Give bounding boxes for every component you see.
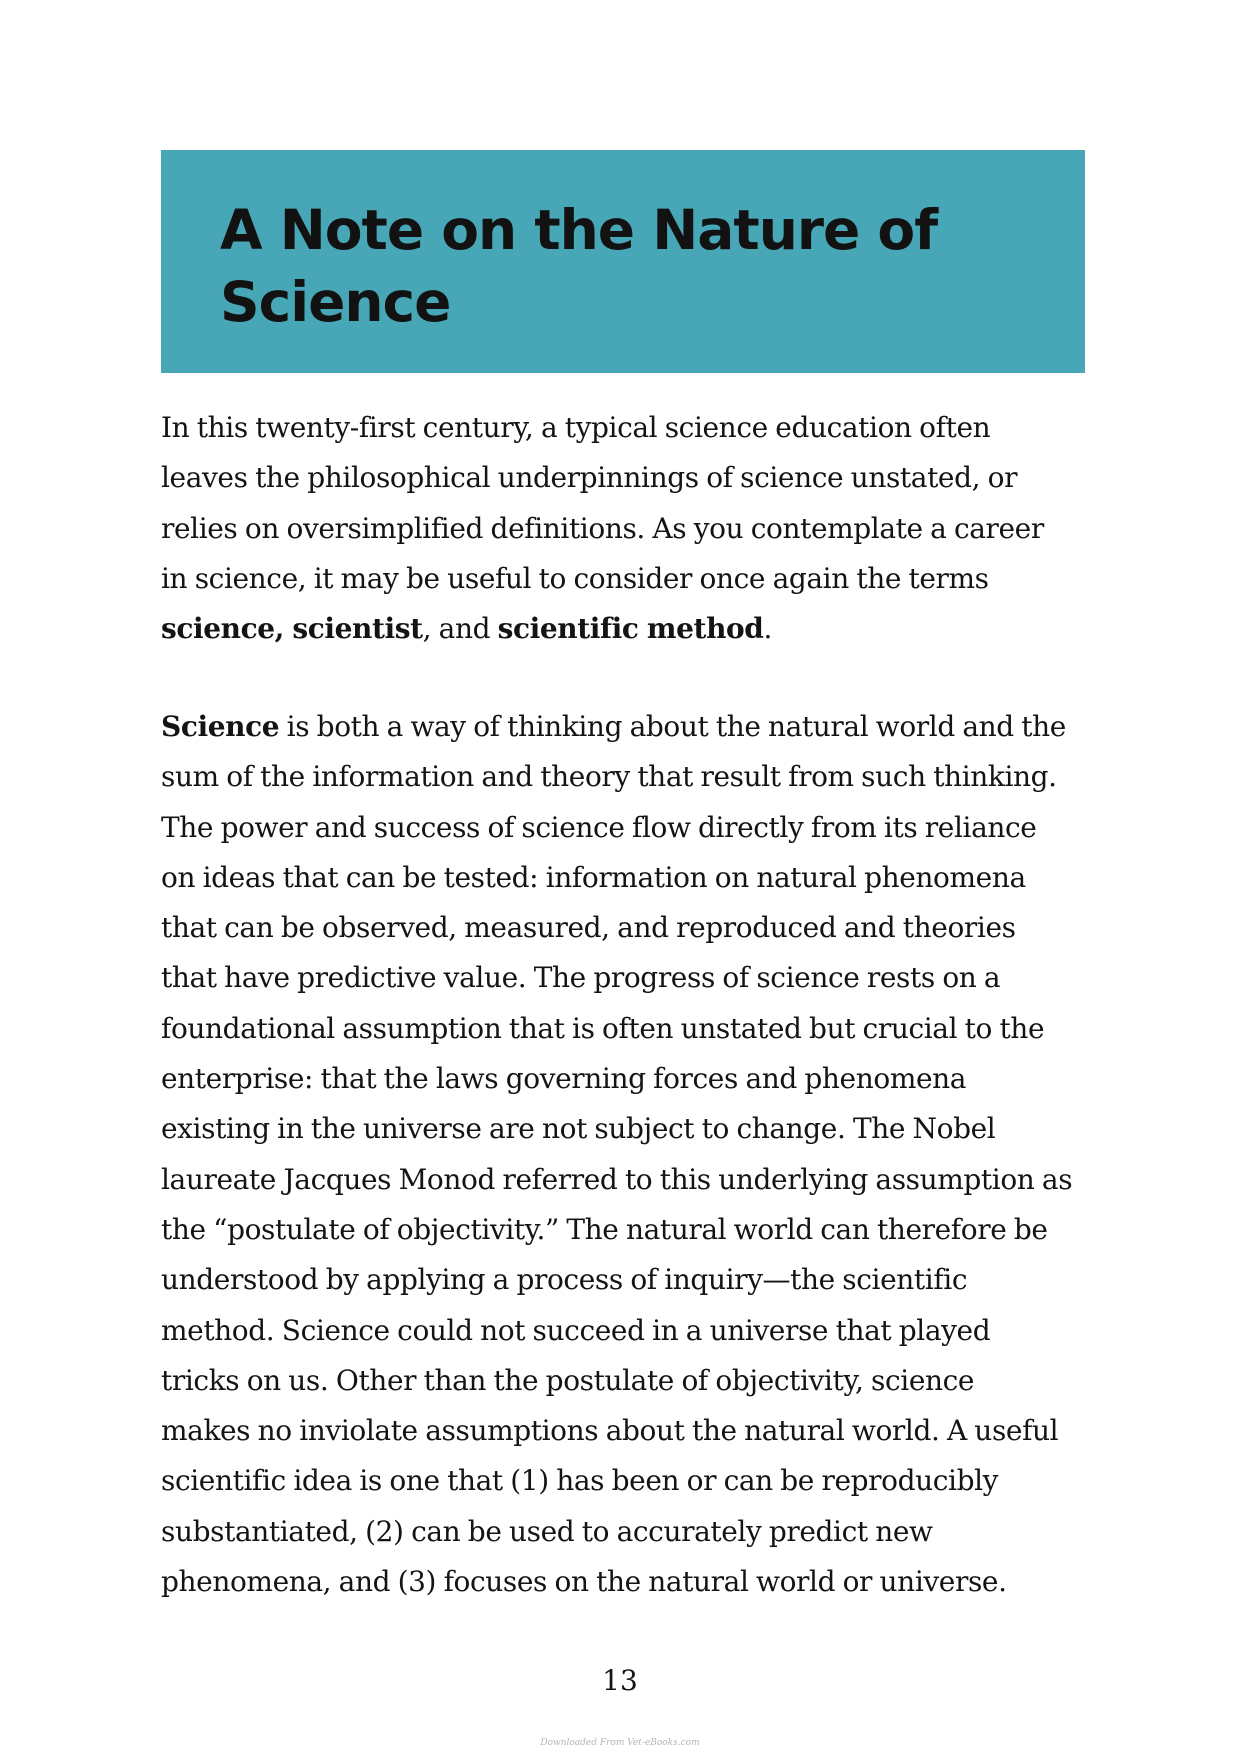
text-line: that can be observed, measured, and reproduced and theories xyxy=(161,911,1016,945)
text-line: enterprise: that the laws governing forces and phenomena xyxy=(161,1062,967,1096)
text-line: understood by applying a process of inquiry—the scientific xyxy=(161,1263,968,1297)
bold-term: science, scientist xyxy=(161,612,423,646)
title-line-2: Science xyxy=(220,270,451,334)
text-line: that have predictive value. The progress of science rests on a xyxy=(161,961,1001,995)
text-line: In this twenty-first century, a typical science education often xyxy=(161,411,991,444)
text-line: laureate Jacques Monod referred to this underlying assumption as xyxy=(161,1162,1073,1196)
text-line: foundational assumption that is often unstated but crucial to the xyxy=(161,1011,1045,1045)
page-number: 13 xyxy=(602,1664,638,1697)
inline-text: . xyxy=(763,612,772,646)
inline-text: is both a way of thinking about the natural world and the xyxy=(279,710,1066,743)
text-line: leaves the philosophical underpinnings of science unstated, or xyxy=(161,461,1018,495)
text-line: phenomena, and (3) focuses on the natural world or universe. xyxy=(161,1565,1007,1599)
page-title xyxy=(220,194,1040,338)
bold-term: Science xyxy=(161,710,280,743)
text-line: on ideas that can be tested: information on natural phenomena xyxy=(161,860,1026,894)
text-line xyxy=(161,604,1091,654)
text-line: method. Science could not succeed in a universe that played xyxy=(161,1313,991,1347)
intro-paragraph xyxy=(161,403,1091,654)
title-banner xyxy=(161,150,1085,373)
text-line: tricks on us. Other than the postulate of objectivity, science xyxy=(161,1363,975,1397)
bold-term: scientific method xyxy=(497,612,764,646)
text-line xyxy=(161,702,1091,752)
text-line: in science, it may be useful to consider once again the terms xyxy=(161,561,989,595)
text-line: sum of the information and theory that result from such thinking. xyxy=(161,760,1057,794)
inline-text: , and xyxy=(422,612,498,646)
title-line-1: A Note on the Nature of xyxy=(220,198,938,262)
text-line: scientific idea is one that (1) has been or can be reproducibly xyxy=(161,1464,999,1498)
text-line: substantiated, (2) can be used to accurately predict new xyxy=(161,1514,933,1548)
text-line: existing in the universe are not subject to change. The Nobel xyxy=(161,1112,996,1146)
text-line: The power and success of science flow directly from its reliance xyxy=(161,810,1037,844)
text-line: makes no inviolate assumptions about the natural world. A useful xyxy=(161,1414,1059,1448)
text-line: the “postulate of objectivity.” The natural world can therefore be xyxy=(161,1212,1048,1246)
science-definition-paragraph xyxy=(161,702,1091,1607)
footer-watermark: Downloaded From Vet-eBooks.com xyxy=(540,1738,700,1748)
text-line: relies on oversimplified definitions. As you contemplate a career xyxy=(161,511,1044,545)
